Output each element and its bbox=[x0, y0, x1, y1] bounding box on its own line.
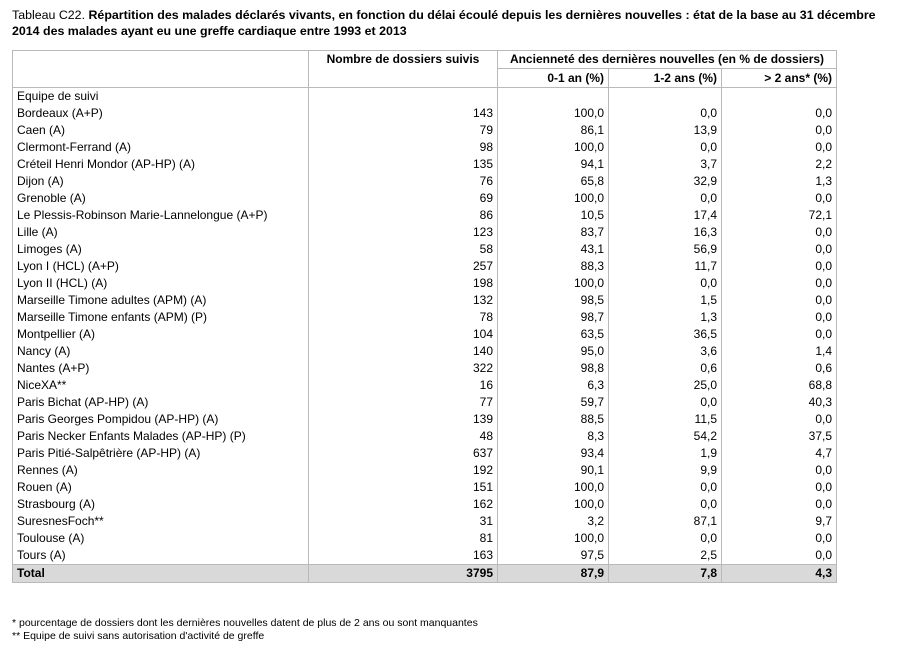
pct-0-1: 88,5 bbox=[498, 411, 609, 428]
pct-over-2: 0,0 bbox=[722, 258, 837, 275]
dossier-count: 69 bbox=[309, 190, 498, 207]
pct-0-1: 10,5 bbox=[498, 207, 609, 224]
blank-cell bbox=[309, 88, 498, 106]
team-name: Marseille Timone adultes (APM) (A) bbox=[13, 292, 309, 309]
dossier-count: 322 bbox=[309, 360, 498, 377]
team-name: Rennes (A) bbox=[13, 462, 309, 479]
dossier-count: 139 bbox=[309, 411, 498, 428]
pct-over-2: 1,3 bbox=[722, 173, 837, 190]
team-name: Paris Bichat (AP-HP) (A) bbox=[13, 394, 309, 411]
pct-1-2: 0,0 bbox=[609, 139, 722, 156]
team-name: Paris Necker Enfants Malades (AP-HP) (P) bbox=[13, 428, 309, 445]
pct-over-2: 0,0 bbox=[722, 547, 837, 565]
pct-0-1: 100,0 bbox=[498, 479, 609, 496]
dossier-count: 132 bbox=[309, 292, 498, 309]
pct-0-1: 94,1 bbox=[498, 156, 609, 173]
pct-1-2: 0,6 bbox=[609, 360, 722, 377]
table-row bbox=[13, 105, 837, 122]
pct-over-2: 0,0 bbox=[722, 496, 837, 513]
table-row bbox=[13, 428, 837, 445]
pct-over-2: 0,0 bbox=[722, 530, 837, 547]
team-name: Nancy (A) bbox=[13, 343, 309, 360]
pct-1-2: 54,2 bbox=[609, 428, 722, 445]
pct-0-1: 43,1 bbox=[498, 241, 609, 258]
table-row bbox=[13, 241, 837, 258]
dossier-count: 98 bbox=[309, 139, 498, 156]
table-row bbox=[13, 343, 837, 360]
pct-0-1: 86,1 bbox=[498, 122, 609, 139]
table-title bbox=[12, 7, 892, 39]
table-caption: Répartition des malades déclarés vivants, en fonction du délai écoulé depuis les dernières nouvelles : état de la base au 31 décembre 2014 des malades ayant eu une greffe cardiaque entre 1993 et 2013 bbox=[12, 8, 876, 38]
pct-1-2: 0,0 bbox=[609, 190, 722, 207]
table-row bbox=[13, 513, 837, 530]
header-group: Ancienneté des dernières nouvelles (en % de dossiers) bbox=[498, 51, 837, 69]
table-body bbox=[13, 88, 837, 565]
header-count: Nombre de dossiers suivis bbox=[309, 51, 498, 88]
dossier-count: 76 bbox=[309, 173, 498, 190]
team-name: Caen (A) bbox=[13, 122, 309, 139]
pct-1-2: 13,9 bbox=[609, 122, 722, 139]
pct-0-1: 63,5 bbox=[498, 326, 609, 343]
dossier-count: 637 bbox=[309, 445, 498, 462]
pct-1-2: 1,5 bbox=[609, 292, 722, 309]
pct-over-2: 0,0 bbox=[722, 275, 837, 292]
team-name: Le Plessis-Robinson Marie-Lannelongue (A+P) bbox=[13, 207, 309, 224]
section-row bbox=[13, 88, 837, 106]
pct-1-2: 0,0 bbox=[609, 496, 722, 513]
table-row bbox=[13, 411, 837, 428]
table-row bbox=[13, 275, 837, 292]
table-row bbox=[13, 462, 837, 479]
pct-over-2: 0,0 bbox=[722, 411, 837, 428]
pct-0-1: 100,0 bbox=[498, 105, 609, 122]
table-row bbox=[13, 496, 837, 513]
pct-over-2: 0,0 bbox=[722, 462, 837, 479]
team-name: Marseille Timone enfants (APM) (P) bbox=[13, 309, 309, 326]
team-name: Créteil Henri Mondor (AP-HP) (A) bbox=[13, 156, 309, 173]
pct-0-1: 98,5 bbox=[498, 292, 609, 309]
team-name: Bordeaux (A+P) bbox=[13, 105, 309, 122]
dossier-count: 143 bbox=[309, 105, 498, 122]
pct-0-1: 3,2 bbox=[498, 513, 609, 530]
pct-over-2: 0,0 bbox=[722, 241, 837, 258]
team-name: Nantes (A+P) bbox=[13, 360, 309, 377]
pct-1-2: 2,5 bbox=[609, 547, 722, 565]
dossier-count: 123 bbox=[309, 224, 498, 241]
pct-1-2: 32,9 bbox=[609, 173, 722, 190]
pct-1-2: 3,7 bbox=[609, 156, 722, 173]
table-row bbox=[13, 224, 837, 241]
pct-1-2: 11,7 bbox=[609, 258, 722, 275]
table-row bbox=[13, 445, 837, 462]
pct-0-1: 88,3 bbox=[498, 258, 609, 275]
team-name: Lille (A) bbox=[13, 224, 309, 241]
total-over-2: 4,3 bbox=[722, 565, 837, 583]
dossier-count: 192 bbox=[309, 462, 498, 479]
table-row bbox=[13, 139, 837, 156]
pct-0-1: 8,3 bbox=[498, 428, 609, 445]
total-0-1: 87,9 bbox=[498, 565, 609, 583]
pct-0-1: 6,3 bbox=[498, 377, 609, 394]
team-name: Dijon (A) bbox=[13, 173, 309, 190]
dossier-count: 78 bbox=[309, 309, 498, 326]
team-name: Tours (A) bbox=[13, 547, 309, 565]
pct-over-2: 0,0 bbox=[722, 479, 837, 496]
footnote-2: ** Equipe de suivi sans autorisation d'activité de greffe bbox=[12, 630, 265, 642]
dossier-count: 257 bbox=[309, 258, 498, 275]
table-row bbox=[13, 292, 837, 309]
pct-1-2: 1,3 bbox=[609, 309, 722, 326]
pct-1-2: 56,9 bbox=[609, 241, 722, 258]
table-row bbox=[13, 122, 837, 139]
pct-0-1: 93,4 bbox=[498, 445, 609, 462]
dossier-count: 151 bbox=[309, 479, 498, 496]
table-row bbox=[13, 326, 837, 343]
pct-over-2: 2,2 bbox=[722, 156, 837, 173]
pct-1-2: 17,4 bbox=[609, 207, 722, 224]
pct-over-2: 68,8 bbox=[722, 377, 837, 394]
pct-1-2: 87,1 bbox=[609, 513, 722, 530]
total-label: Total bbox=[13, 565, 309, 583]
pct-over-2: 40,3 bbox=[722, 394, 837, 411]
pct-over-2: 0,0 bbox=[722, 122, 837, 139]
section-label: Equipe de suivi bbox=[13, 88, 309, 106]
dossier-count: 31 bbox=[309, 513, 498, 530]
table-row bbox=[13, 394, 837, 411]
dossier-count: 79 bbox=[309, 122, 498, 139]
team-name: Rouen (A) bbox=[13, 479, 309, 496]
pct-1-2: 0,0 bbox=[609, 275, 722, 292]
table-row bbox=[13, 156, 837, 173]
pct-over-2: 0,0 bbox=[722, 326, 837, 343]
team-name: SuresnesFoch** bbox=[13, 513, 309, 530]
pct-over-2: 72,1 bbox=[722, 207, 837, 224]
dossier-count: 16 bbox=[309, 377, 498, 394]
pct-0-1: 100,0 bbox=[498, 496, 609, 513]
header-empty-cell bbox=[13, 51, 309, 88]
blank-cell bbox=[498, 88, 609, 106]
dossier-count: 48 bbox=[309, 428, 498, 445]
pct-0-1: 98,7 bbox=[498, 309, 609, 326]
team-name: NiceXA** bbox=[13, 377, 309, 394]
pct-1-2: 0,0 bbox=[609, 530, 722, 547]
table-row bbox=[13, 258, 837, 275]
team-name: Lyon I (HCL) (A+P) bbox=[13, 258, 309, 275]
pct-1-2: 3,6 bbox=[609, 343, 722, 360]
pct-1-2: 0,0 bbox=[609, 105, 722, 122]
total-count: 3795 bbox=[309, 565, 498, 583]
dossier-count: 58 bbox=[309, 241, 498, 258]
dossier-count: 77 bbox=[309, 394, 498, 411]
pct-0-1: 83,7 bbox=[498, 224, 609, 241]
pct-1-2: 36,5 bbox=[609, 326, 722, 343]
team-name: Toulouse (A) bbox=[13, 530, 309, 547]
table-row bbox=[13, 547, 837, 565]
pct-over-2: 0,0 bbox=[722, 309, 837, 326]
team-name: Strasbourg (A) bbox=[13, 496, 309, 513]
dossier-count: 140 bbox=[309, 343, 498, 360]
table-row bbox=[13, 479, 837, 496]
pct-over-2: 9,7 bbox=[722, 513, 837, 530]
footnotes bbox=[12, 617, 478, 643]
footnote-1: * pourcentage de dossiers dont les dernières nouvelles datent de plus de 2 ans ou sont manquantes bbox=[12, 617, 478, 629]
pct-1-2: 11,5 bbox=[609, 411, 722, 428]
pct-over-2: 0,0 bbox=[722, 292, 837, 309]
pct-1-2: 0,0 bbox=[609, 394, 722, 411]
team-name: Lyon II (HCL) (A) bbox=[13, 275, 309, 292]
total-row bbox=[13, 565, 837, 583]
dossier-count: 162 bbox=[309, 496, 498, 513]
team-name: Clermont-Ferrand (A) bbox=[13, 139, 309, 156]
pct-0-1: 100,0 bbox=[498, 139, 609, 156]
team-name: Montpellier (A) bbox=[13, 326, 309, 343]
total-1-2: 7,8 bbox=[609, 565, 722, 583]
table-row bbox=[13, 173, 837, 190]
pct-over-2: 0,0 bbox=[722, 190, 837, 207]
pct-0-1: 97,5 bbox=[498, 547, 609, 565]
header-sub-0-1: 0-1 an (%) bbox=[498, 69, 609, 88]
header-sub-over-2: > 2 ans* (%) bbox=[722, 69, 837, 88]
pct-0-1: 100,0 bbox=[498, 530, 609, 547]
table-row bbox=[13, 377, 837, 394]
dossier-count: 163 bbox=[309, 547, 498, 565]
pct-over-2: 0,0 bbox=[722, 139, 837, 156]
table-row bbox=[13, 207, 837, 224]
pct-over-2: 37,5 bbox=[722, 428, 837, 445]
pct-over-2: 1,4 bbox=[722, 343, 837, 360]
pct-over-2: 0,0 bbox=[722, 224, 837, 241]
team-name: Grenoble (A) bbox=[13, 190, 309, 207]
pct-0-1: 98,8 bbox=[498, 360, 609, 377]
pct-0-1: 100,0 bbox=[498, 275, 609, 292]
table-number: Tableau C22. bbox=[12, 8, 86, 22]
pct-over-2: 4,7 bbox=[722, 445, 837, 462]
pct-1-2: 16,3 bbox=[609, 224, 722, 241]
header-sub-1-2: 1-2 ans (%) bbox=[609, 69, 722, 88]
pct-0-1: 90,1 bbox=[498, 462, 609, 479]
pct-0-1: 65,8 bbox=[498, 173, 609, 190]
table-row bbox=[13, 360, 837, 377]
pct-1-2: 25,0 bbox=[609, 377, 722, 394]
pct-1-2: 0,0 bbox=[609, 479, 722, 496]
team-name: Paris Georges Pompidou (AP-HP) (A) bbox=[13, 411, 309, 428]
dossier-count: 81 bbox=[309, 530, 498, 547]
team-name: Limoges (A) bbox=[13, 241, 309, 258]
pct-over-2: 0,0 bbox=[722, 105, 837, 122]
dossier-count: 198 bbox=[309, 275, 498, 292]
data-table bbox=[12, 50, 837, 583]
dossier-count: 86 bbox=[309, 207, 498, 224]
pct-1-2: 1,9 bbox=[609, 445, 722, 462]
pct-1-2: 9,9 bbox=[609, 462, 722, 479]
pct-over-2: 0,6 bbox=[722, 360, 837, 377]
pct-0-1: 59,7 bbox=[498, 394, 609, 411]
team-name: Paris Pitié-Salpêtrière (AP-HP) (A) bbox=[13, 445, 309, 462]
table-row bbox=[13, 190, 837, 207]
dossier-count: 135 bbox=[309, 156, 498, 173]
table-row bbox=[13, 530, 837, 547]
pct-0-1: 100,0 bbox=[498, 190, 609, 207]
blank-cell bbox=[609, 88, 722, 106]
table-row bbox=[13, 309, 837, 326]
pct-0-1: 95,0 bbox=[498, 343, 609, 360]
dossier-count: 104 bbox=[309, 326, 498, 343]
blank-cell bbox=[722, 88, 837, 106]
